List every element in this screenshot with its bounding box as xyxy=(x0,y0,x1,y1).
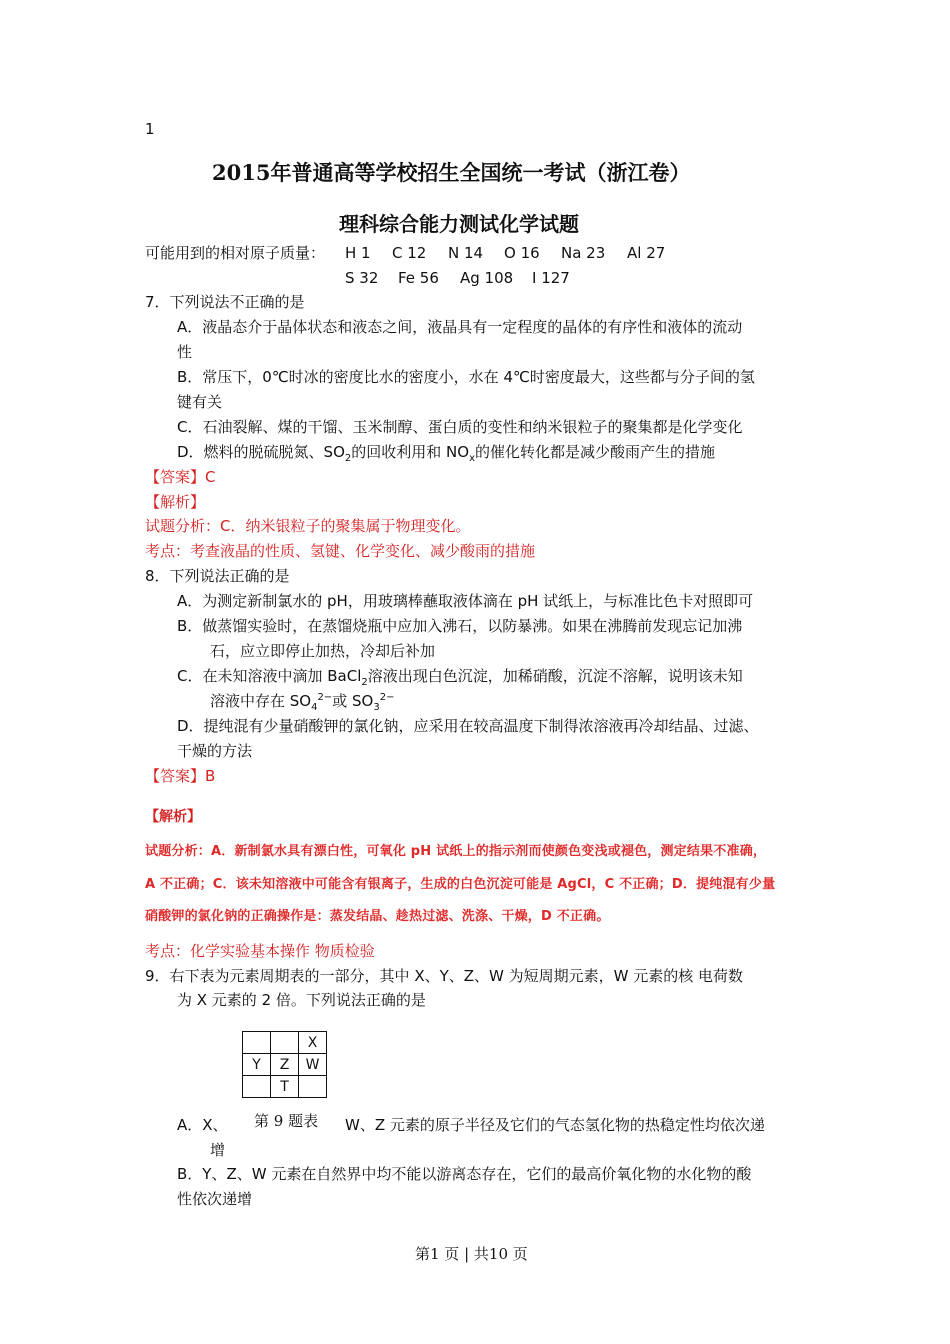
atomic-mass-item: C 12 xyxy=(392,244,427,262)
q8-option-b: B．做蒸馏实验时，在蒸馏烧瓶中应加入沸石，以防暴沸。如果在沸腾前发现忘记加沸 xyxy=(177,617,743,635)
table-row xyxy=(243,1076,327,1098)
atomic-mass-item: S 32 xyxy=(345,269,379,287)
atomic-mass-item: H 1 xyxy=(345,244,371,262)
q7-option-d: D．燃料的脱硫脱氮、$SO_2$的回收利用和 $NO_x$的催化转化都是减少酸雨产生的措施 xyxy=(177,443,715,464)
q8-analysis-label: 【解析】 xyxy=(145,809,201,825)
table-cell xyxy=(271,1032,299,1054)
q7-option-b: B．常压下，0℃时冰的密度比水的密度小，水在 4℃时密度最大，这些都与分子间的氢 xyxy=(177,368,755,386)
table-cell xyxy=(299,1076,327,1098)
table-row xyxy=(243,1032,327,1054)
q7-analysis: 试题分析：C．纳米银粒子的聚集属于物理变化。 xyxy=(145,517,471,535)
q9-option-a-prefix: A．X、 xyxy=(177,1116,228,1134)
q8-analysis-line3: 硝酸钾的氯化钠的正确操作是：蒸发结晶、趁热过滤、洗涤、干燥，D 不正确。 xyxy=(145,909,610,924)
q7-option-a: A．液晶态介于晶体状态和液态之间，液晶具有一定程度的晶体的有序性和液体的流动 xyxy=(177,318,743,336)
atomic-mass-item: N 14 xyxy=(448,244,484,262)
q9-option-b: B．Y、Z、W 元素在自然界中均不能以游离态存在，它们的最高价氧化物的水化物的酸 xyxy=(177,1165,752,1183)
table-caption: 第 9 题表 xyxy=(254,1112,319,1130)
q9-option-b-cont: 性依次递增 xyxy=(177,1190,253,1208)
table-cell: W xyxy=(299,1054,327,1076)
q8-analysis-line2: A 不正确；C．该未知溶液中可能含有银离子，生成的白色沉淀可能是 AgCl，C 不正确；D．提纯混有少量 xyxy=(145,877,776,892)
q8-stem: 8．下列说法正确的是 xyxy=(145,567,290,585)
q8-analysis-line1: 试题分析：A．新制氯水具有漂白性，可氧化 pH 试纸上的指示剂而使颜色变浅或褪色，测定结果不准确， xyxy=(145,844,767,859)
q8-option-c: C．在未知溶液中滴加 BaCl$_2$溶液出现白色沉淀，加稀硝酸，沉淀不溶解，说明该未知 xyxy=(177,667,743,688)
table-cell: Y xyxy=(243,1054,271,1076)
q9-stem: 9．右下表为元素周期表的一部分，其中 X、Y、Z、W 为短周期元素，W 元素的核 电荷数 xyxy=(145,967,743,985)
q9-option-a-cont: 增 xyxy=(210,1141,226,1159)
q8-option-d: D．提纯混有少量硝酸钾的氯化钠，应采用在较高温度下制得浓溶液再冷却结晶、过滤、 xyxy=(177,717,759,735)
q8-answer: 【答案】B xyxy=(145,767,216,785)
periodic-table-fragment xyxy=(242,1031,327,1098)
table-row xyxy=(243,1054,327,1076)
page-number-top: 1 xyxy=(145,120,155,138)
q7-answer: 【答案】C xyxy=(145,468,216,486)
table-cell: T xyxy=(271,1076,299,1098)
atomic-mass-item: Na 23 xyxy=(561,244,606,262)
q7-option-a-cont: 性 xyxy=(177,343,193,361)
q7-option-b-cont: 键有关 xyxy=(177,393,223,411)
table-cell: Z xyxy=(271,1054,299,1076)
q8-option-c-cont: 溶液中存在 $SO_4^{2-}$或 $SO_3^{2-}$ xyxy=(210,692,395,713)
q7-analysis-label: 【解析】 xyxy=(145,493,206,511)
q8-option-a: A．为测定新制氯水的 pH，用玻璃棒蘸取液体滴在 pH 试纸上，与标准比色卡对照即可 xyxy=(177,592,754,610)
table-cell xyxy=(243,1032,271,1054)
q8-point: 考点：化学实验基本操作 物质检验 xyxy=(145,942,375,960)
q9-stem-cont: 为 X 元素的 2 倍。下列说法正确的是 xyxy=(177,991,426,1009)
atomic-mass-item: I 127 xyxy=(532,269,570,287)
atomic-mass-item: Ag 108 xyxy=(460,269,514,287)
atomic-mass-item: O 16 xyxy=(504,244,540,262)
table-cell: X xyxy=(299,1032,327,1054)
page-subtitle: 理科综合能力测试化学试题 xyxy=(339,212,579,236)
q7-point: 考点：考查液晶的性质、氢键、化学变化、减少酸雨的措施 xyxy=(145,542,536,560)
table-cell xyxy=(243,1076,271,1098)
q7-stem: 7．下列说法不正确的是 xyxy=(145,293,305,311)
q9-option-a: W、Z 元素的原子半径及它们的气态氢化物的热稳定性均依次递 xyxy=(345,1116,765,1134)
atomic-mass-item: Al 27 xyxy=(627,244,666,262)
atomic-mass-label: 可能用到的相对原子质量： xyxy=(145,244,326,262)
q7-option-c: C．石油裂解、煤的干馏、玉米制醇、蛋白质的变性和纳米银粒子的聚集都是化学变化 xyxy=(177,418,743,436)
atomic-mass-item: Fe 56 xyxy=(398,269,439,287)
q8-option-d-cont: 干燥的方法 xyxy=(177,742,253,760)
page-title: 2015年普通高等学校招生全国统一考试（浙江卷） xyxy=(212,160,691,185)
page-footer: 第1 页 | 共10 页 xyxy=(415,1245,528,1263)
q8-option-b-cont: 石，应立即停止加热，冷却后补加 xyxy=(210,642,436,660)
